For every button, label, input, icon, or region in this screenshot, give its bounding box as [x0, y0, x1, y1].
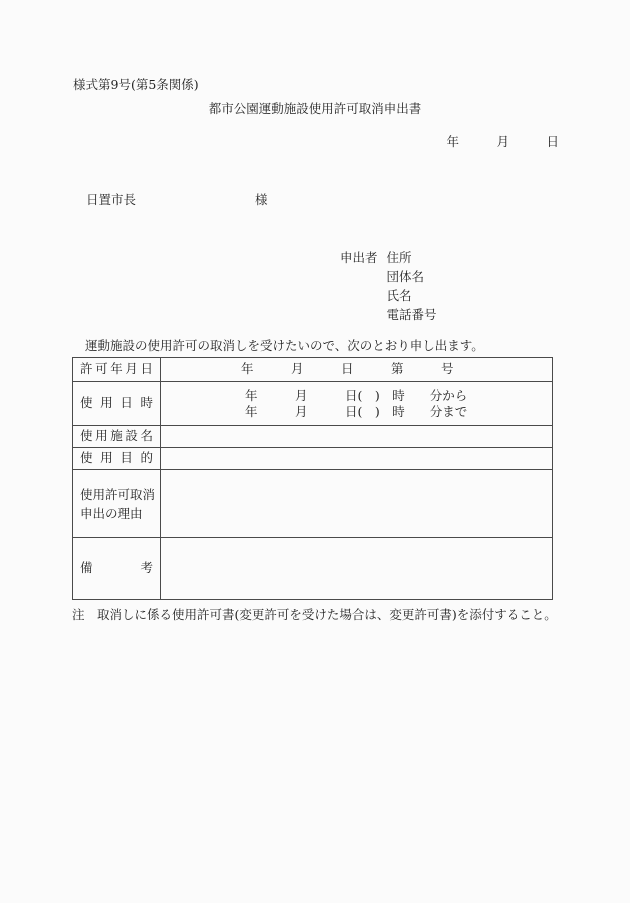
row-label-cancel-reason: 使用許可取消 申出の理由: [80, 486, 156, 521]
applicant-field-name: 氏名: [386, 288, 412, 303]
applicant-fields: [387, 248, 437, 324]
use-datetime-to: 年 月 日( ) 時 分まで: [245, 403, 468, 419]
table-row-facility-name: [73, 426, 553, 448]
applicant-field-organization: 団体名: [386, 269, 425, 284]
intro-text: 運動施設の使用許可の取消しを受けたいので、次のとおり申し出ます。: [85, 338, 484, 353]
note-text: 注 取消しに係る使用許可書(変更許可を受けた場合は、変更許可書)を添付すること。: [72, 607, 557, 622]
applicant-label: 申出者: [340, 250, 378, 265]
applicant-field-address: 住所: [386, 250, 412, 265]
row-label-facility-name: 使用施設名: [80, 428, 153, 444]
table-row-permit-date: [73, 358, 553, 382]
table-row-cancel-reason: [73, 470, 553, 538]
addressee-honorific: 様: [255, 192, 268, 207]
row-label-permit-date: 許可年月日: [80, 361, 153, 377]
row-content-permit-date: 年 月 日 第 号: [241, 361, 454, 377]
addressee: 日置市長: [86, 192, 137, 207]
document-title: 都市公園運動施設使用許可取消申出書: [208, 101, 422, 116]
use-datetime-from: 年 月 日( ) 時 分から: [245, 388, 468, 403]
row-label-use-datetime: 使用日時: [80, 395, 153, 411]
permit-table: [72, 357, 553, 600]
table-row-remarks: [73, 538, 553, 600]
row-label-use-purpose: 使用目的: [80, 450, 153, 466]
applicant-field-phone: 電話番号: [386, 307, 437, 322]
table-row-use-purpose: [73, 448, 553, 470]
table-row-use-datetime: [73, 382, 553, 426]
row-label-remarks: 備考: [80, 560, 153, 576]
applicant-block: [340, 248, 437, 324]
row-content-use-datetime: [161, 388, 552, 419]
form-number: 様式第9号(第5条関係): [73, 77, 199, 92]
date-line: 年 月 日: [446, 134, 559, 149]
